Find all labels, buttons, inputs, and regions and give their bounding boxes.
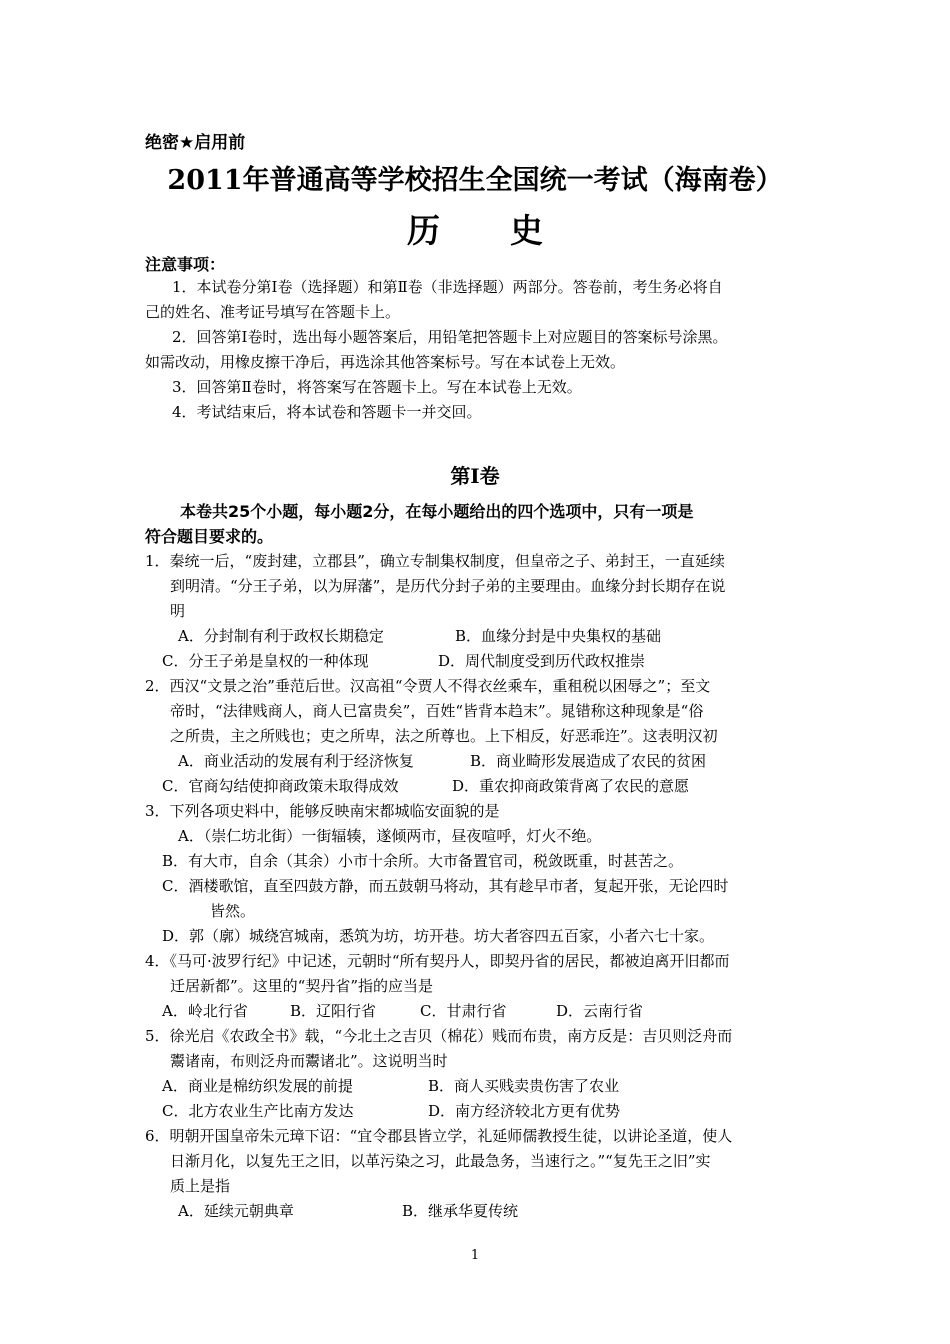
question-line: 3．下列各项史料中，能够反映南宋都城临安面貌的是 (145, 802, 500, 820)
question-line: 迁居新都”。这里的“契丹省”指的应当是 (170, 977, 434, 995)
section-heading: 第Ⅰ卷 (450, 464, 500, 488)
answer-option: A．商业活动的发展有利于经济恢复 (178, 752, 414, 770)
question-line: 日渐月化，以复先王之旧，以革污染之习，此最急务，当速行之。”“复先王之旧”实 (170, 1152, 711, 1170)
answer-option: B．继承华夏传统 (402, 1202, 519, 1220)
answer-option: B．辽阳行省 (290, 1002, 377, 1020)
notice-line: 4．考试结束后，将本试卷和答题卡一并交回。 (172, 403, 482, 421)
notice-line: 如需改动，用橡皮擦干净后，再选涂其他答案标号。写在本试卷上无效。 (145, 353, 626, 371)
answer-option: C．官商勾结使抑商政策未取得成效 (162, 777, 399, 795)
answer-option: D．郭（廓）城绕宫城南，悉筑为坊，坊开巷。坊大者容四五百家，小者六七十家。 (162, 927, 715, 945)
answer-option: A．分封制有利于政权长期稳定 (178, 627, 384, 645)
exam-title: 2011年普通高等学校招生全国统一考试（海南卷） (167, 165, 783, 196)
page-number: 1 (470, 1248, 480, 1263)
notice-line: 3．回答第Ⅱ卷时，将答案写在答题卡上。写在本试卷上无效。 (172, 378, 582, 396)
answer-option: C．甘肃行省 (420, 1002, 507, 1020)
question-line: 1．秦统一后，“废封建，立郡县”，确立专制集权制度，但皇帝之子、弟封王，一直延续 (145, 552, 725, 570)
subject-title: 历史 (407, 211, 613, 250)
answer-option: B．有大市，自余（其余）小市十余所。大市备置官司，税敛既重，时甚苦之。 (162, 852, 684, 870)
answer-option: C．分王子弟是皇权的一种体现 (162, 652, 369, 670)
question-line: 4．《马可·波罗行纪》中记述，元朝时“所有契丹人，即契丹省的居民，都被迫离开旧都而 (145, 952, 730, 970)
question-line: 明 (170, 602, 186, 620)
question-line: 2．西汉“文景之治”垂范后世。汉高祖“令贾人不得衣丝乘车，重租税以困辱之”；至文 (145, 677, 711, 695)
answer-option: A．延续元朝典章 (178, 1202, 294, 1220)
question-line: 质上是指 (170, 1177, 231, 1195)
answer-option: D．云南行省 (556, 1002, 644, 1020)
answer-option: C．酒楼歌馆，直至四鼓方静，而五鼓朝马将动，其有趁早市者，复起开张，无论四时 (162, 877, 729, 895)
question-line: 鬻诸南，布则泛舟而鬻诸北”。这说明当时 (170, 1052, 448, 1070)
question-line: 到明清。“分王子弟，以为屏藩”，是历代分封子弟的主要理由。血缘分封长期存在说 (170, 577, 726, 595)
answer-option: D．周代制度受到历代政权推崇 (438, 652, 646, 670)
answer-option: A．（崇仁坊北街）一街辐辏，遂倾两市，昼夜喧呼，灯火不绝。 (178, 827, 602, 845)
question-line: 之所贵，主之所贱也；吏之所卑，法之所尊也。上下相反，好恶乖迕”。这表明汉初 (170, 727, 718, 745)
question-line: 6．明朝开国皇帝朱元璋下诏：“宜令郡县皆立学，礼延师儒教授生徒，以讲论圣道，使人 (145, 1127, 733, 1145)
question-line: 5．徐光启《农政全书》载，“今北土之吉贝（棉花）贱而布贵，南方反是：吉贝则泛舟而 (145, 1027, 733, 1045)
answer-option: B．血缘分封是中央集权的基础 (455, 627, 662, 645)
confidential-label: 绝密★启用前 (145, 133, 246, 153)
section-instruction: 本卷共25个小题，每小题2分，在每小题给出的四个选项中，只有一项是 (180, 502, 694, 521)
notice-heading: 注意事项： (145, 255, 226, 274)
answer-option: A．商业是棉纺织发展的前提 (162, 1077, 353, 1095)
answer-option: A．岭北行省 (162, 1002, 248, 1020)
answer-option: 皆然。 (210, 902, 256, 920)
section-instruction: 符合题目要求的。 (145, 527, 274, 546)
answer-option: C．北方农业生产比南方发达 (162, 1102, 354, 1120)
answer-option: D．南方经济较北方更有优势 (428, 1102, 621, 1120)
answer-option: B．商人买贱卖贵伤害了农业 (428, 1077, 620, 1095)
question-line: 帝时，“法律贱商人，商人已富贵矣”，百姓“皆背本趋末”。晁错称这种现象是“俗 (170, 702, 704, 720)
notice-line: 己的姓名、准考证号填写在答题卡上。 (145, 303, 401, 321)
answer-option: D．重农抑商政策背离了农民的意愿 (452, 777, 690, 795)
notice-line: 1．本试卷分第Ⅰ卷（选择题）和第Ⅱ卷（非选择题）两部分。答卷前，考生务必将自 (172, 278, 723, 296)
notice-line: 2．回答第Ⅰ卷时，选出每小题答案后，用铅笔把答题卡上对应题目的答案标号涂黑。 (172, 328, 728, 346)
answer-option: B．商业畸形发展造成了农民的贫困 (470, 752, 707, 770)
